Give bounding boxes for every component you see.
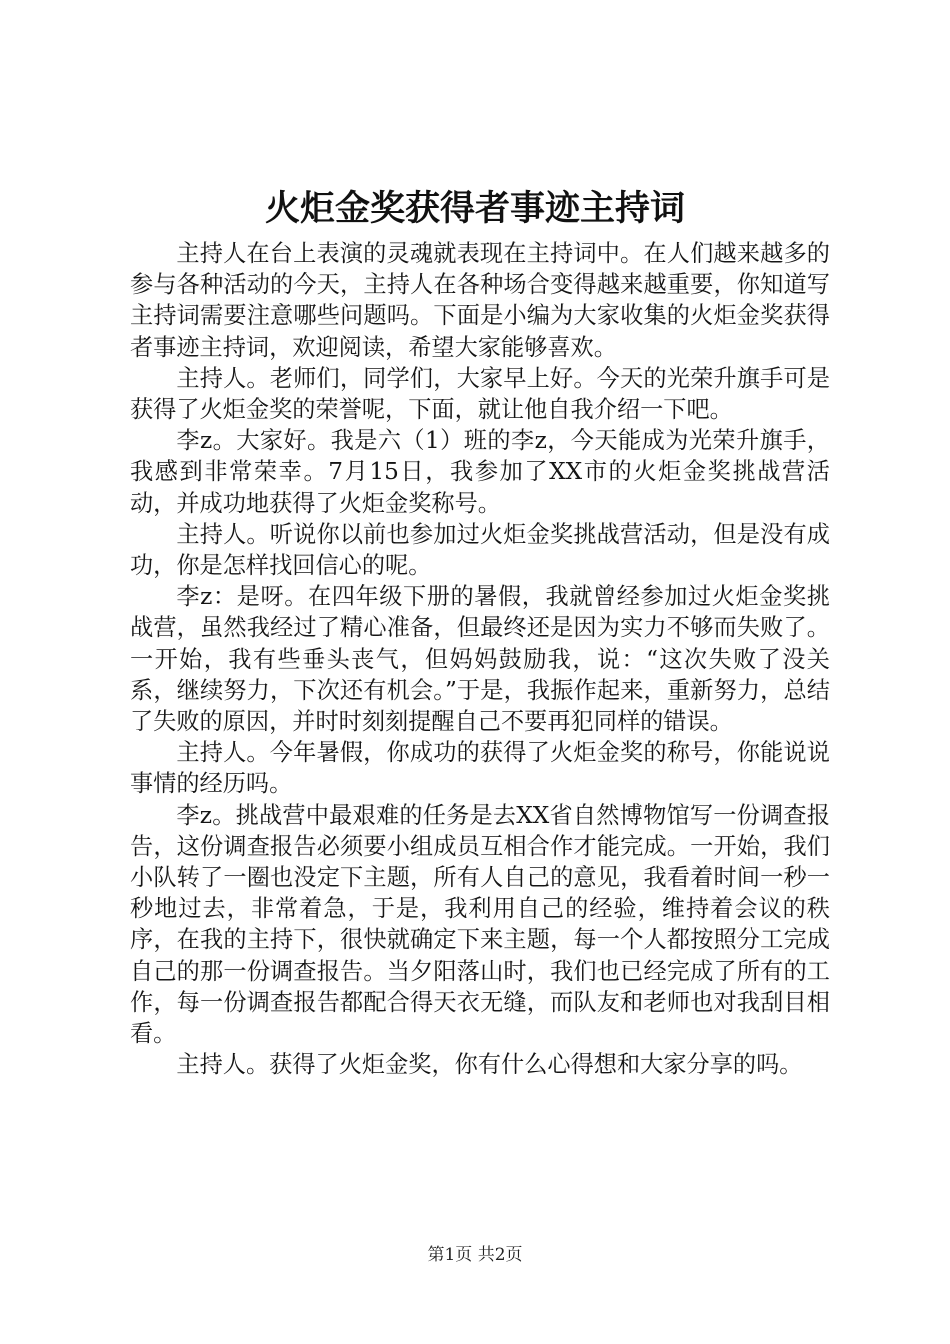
paragraph: 主持人。获得了火炬金奖，你有什么心得想和大家分享的吗。 [176,1051,803,1079]
paragraph: 主持人。今年暑假，你成功的获得了火炬金奖的称号，你能说说事情的经历吗。 [130,739,830,798]
paragraph: 李z。大家好。我是六（1）班的李z，今天能成为光荣升旗手，我感到非常荣幸。7月15日，我参加了XX市的火炬金奖挑战营活动，并成功地获得了火炬金奖称号。 [130,427,830,517]
document-title: 火炬金奖获得者事迹主持词 [264,188,685,229]
paragraph: 主持人。听说你以前也参加过火炬金奖挑战营活动，但是没有成功，你是怎样找回信心的呢。 [130,520,830,580]
paragraph: 主持人。老师们，同学们，大家早上好。今天的光荣升旗手可是获得了火炬金奖的荣誉呢，下面，就让他自我介绍一下吧。 [130,364,830,424]
paragraph: 主持人在台上表演的灵魂就表现在主持词中。在人们越来越多的参与各种活动的今天，主持人在各种场合变得越来越重要，你知道写主持词需要注意哪些问题吗。下面是小编为大家收集的火炬金奖获得者事迹主持词，欢迎阅读，希望大家能够喜欢。 [130,240,830,361]
paragraph: 李z。挑战营中最艰难的任务是去XX省自然博物馆写一份调查报告，这份调查报告必须要小组成员互相合作才能完成。一开始，我们小队转了一圈也没定下主题，所有人自己的意见，我看着时间一秒一秒地过去，非常着急，于是，我利用自己的经验，维持着会议的秩序，在我的主持下，很快就确定下来主题，每一个人都按照分工完成自己的那一份调查报告。当夕阳落山时，我们也已经完成了所有的工作，每一份调查报告都配合得天衣无缝，而队友和老师也对我刮目相看。 [130,801,830,1048]
document-body [130,238,830,1080]
paragraph: 李z：是呀。在四年级下册的暑假，我就曾经参加过火炬金奖挑战营，虽然我经过了精心准备，但最终还是因为实力不够而失败了。一开始，我有些垂头丧气，但妈妈鼓励我，说：“这次失败了没关系，继续努力，下次还有机会。”于是，我振作起来，重新努力，总结了失败的原因，并时时刻刻提醒自己不要再犯同样的错误。 [130,583,830,736]
page-footer: 第1页 共2页 [427,1245,523,1265]
